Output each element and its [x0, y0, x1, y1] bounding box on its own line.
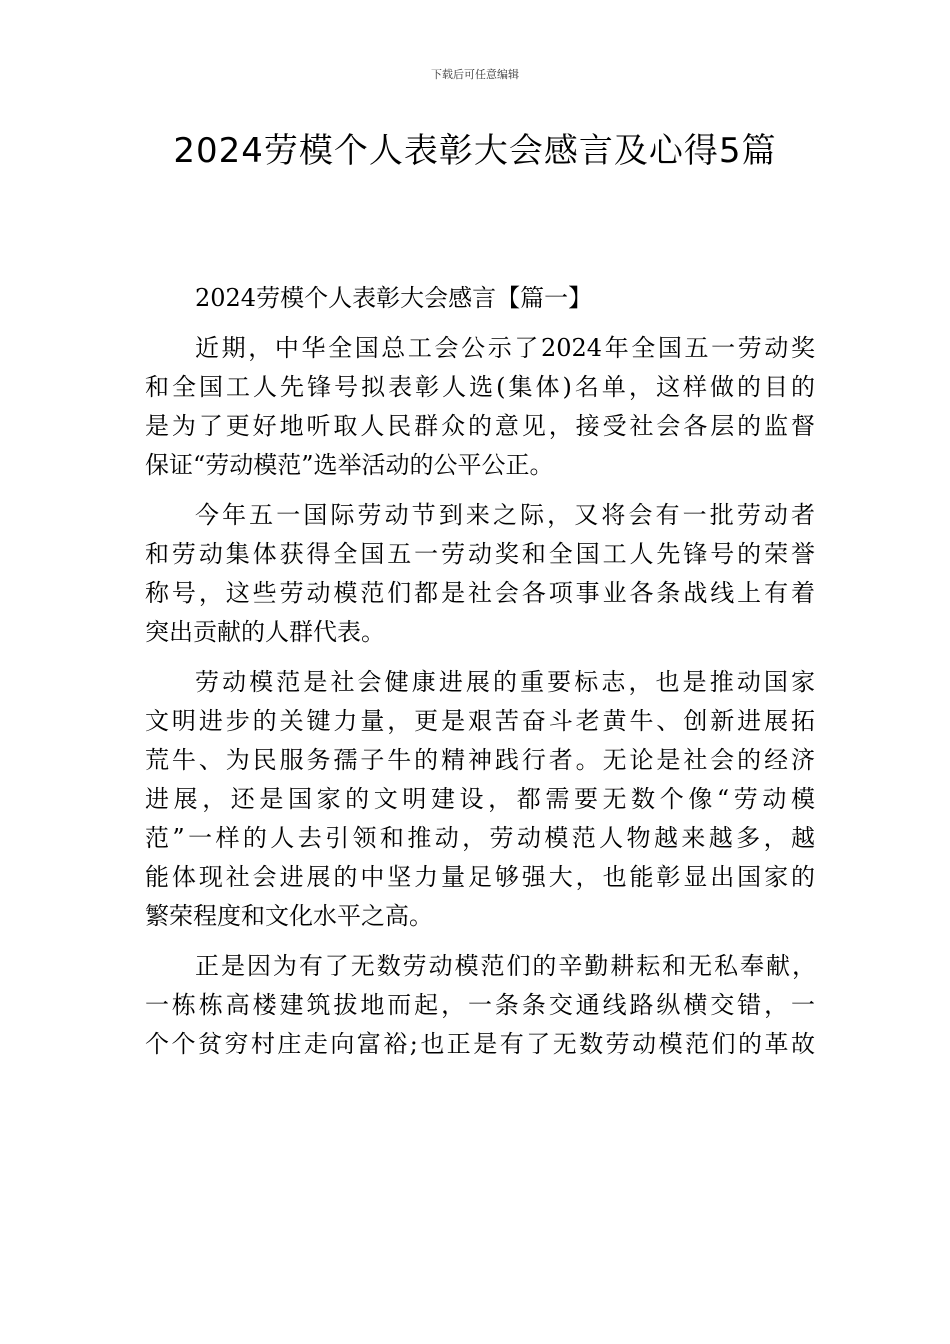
- paragraph-line: 范”一样的人去引领和推动，劳动模范人物越来越多，越: [145, 824, 815, 852]
- paragraph-1: [145, 329, 815, 485]
- paragraph-line: 荒牛、为民服务孺子牛的精神践行者。无论是社会的经济: [145, 746, 815, 774]
- paragraph-4: [145, 947, 815, 1064]
- paragraph-line: 近期，中华全国总工会公示了2024年全国五一劳动奖: [195, 334, 815, 362]
- paragraph-line: 文明进步的关键力量，更是艰苦奋斗老黄牛、创新进展拓: [145, 707, 815, 735]
- document-title: 2024劳模个人表彰大会感言及心得5篇: [173, 131, 777, 171]
- document-body: [145, 279, 815, 1075]
- paragraph-line: 劳动模范是社会健康进展的重要标志，也是推动国家: [195, 668, 815, 696]
- paragraph-line: 是为了更好地听取人民群众的意见，接受社会各层的监督: [145, 412, 815, 440]
- paragraph-line: 保证“劳动模范”选举活动的公平公正。: [145, 451, 554, 479]
- paragraph-line: 个个贫穷村庄走向富裕;也正是有了无数劳动模范们的革故: [145, 1030, 815, 1058]
- section-heading: 2024劳模个人表彰大会感言【篇一】: [195, 284, 593, 312]
- paragraph-line: 今年五一国际劳动节到来之际，又将会有一批劳动者: [195, 501, 815, 529]
- paragraph-line: 能体现社会进展的中坚力量足够强大，也能彰显出国家的: [145, 863, 815, 891]
- paragraph-line: 和劳动集体获得全国五一劳动奖和全国工人先锋号的荣誉: [145, 540, 815, 568]
- paragraph-2: [145, 496, 815, 652]
- paragraph-line: 一栋栋高楼建筑拔地而起，一条条交通线路纵横交错，一: [145, 991, 815, 1019]
- paragraph-line: 正是因为有了无数劳动模范们的辛勤耕耘和无私奉献，: [195, 952, 815, 980]
- paragraph-line: 和全国工人先锋号拟表彰人选(集体)名单，这样做的目的: [145, 373, 815, 401]
- paragraph-line: 称号，这些劳动模范们都是社会各项事业各条战线上有着: [145, 579, 815, 607]
- paragraph-line: 繁荣程度和文化水平之高。: [145, 902, 433, 930]
- paragraph-line: 进展，还是国家的文明建设，都需要无数个像“劳动模: [145, 785, 815, 813]
- header-note: 下载后可任意编辑: [431, 68, 519, 81]
- paragraph-3: [145, 663, 815, 936]
- paragraph-line: 突出贡献的人群代表。: [145, 618, 385, 646]
